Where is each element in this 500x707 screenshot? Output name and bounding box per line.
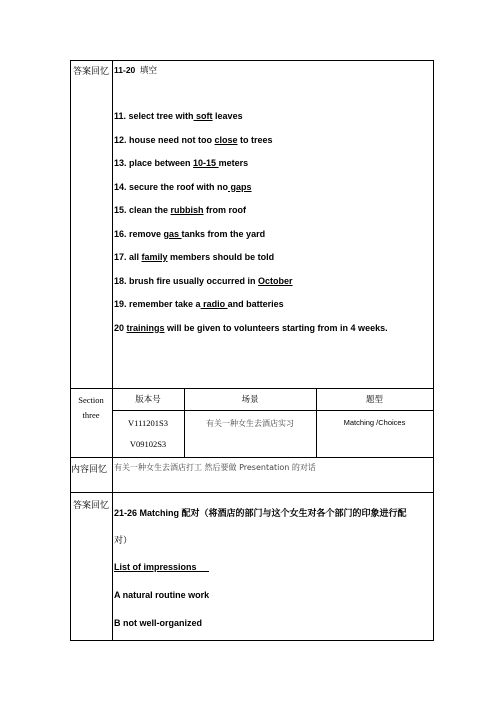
version-id-2: V09102S3 — [129, 439, 167, 449]
answer-blank: close — [214, 134, 238, 145]
answer-suffix: will be given to volunteers starting from in 4 weeks. — [164, 322, 388, 333]
answer-line — [114, 276, 293, 286]
scene-description: 有关一种女生去酒店实习 — [206, 419, 294, 428]
answer-recall-label: 答案回忆 — [73, 67, 110, 77]
answer-prefix: 15. clean the — [114, 205, 171, 215]
content-recall-text: 有关一种女生去酒店打工 然后要做 Presentation 的对话 — [114, 463, 316, 472]
section-header — [114, 64, 157, 76]
answer-blank: October — [258, 275, 293, 286]
column-header-scene: 场景 — [241, 395, 259, 405]
answer-prefix: 19. remember take a — [114, 299, 201, 309]
section-label — [70, 393, 112, 423]
answer-suffix: tanks from the yard — [181, 228, 266, 239]
answer-line — [114, 182, 252, 192]
column-header-version: 版本号 — [135, 395, 161, 405]
answer-prefix: 11. select tree with — [114, 111, 194, 121]
table-border — [112, 410, 434, 411]
answer-blank: radio — [200, 299, 228, 309]
answer-recall-label: 答案回忆 — [73, 501, 110, 511]
impression-item-a: A natural routine work — [114, 590, 210, 600]
section-label-line2: three — [82, 410, 100, 420]
answer-suffix: members should be told — [167, 252, 275, 262]
table-border — [70, 388, 434, 389]
answer-suffix: meters — [218, 158, 249, 168]
version-id-1: V111201S3 — [128, 418, 168, 428]
answer-line — [114, 299, 284, 309]
answer-prefix: 13. place between — [114, 158, 194, 168]
content-recall-label: 内容回忆 — [71, 465, 108, 475]
column-header-type: 题型 — [365, 395, 383, 405]
table-border — [70, 457, 434, 458]
answer-blank: family — [141, 252, 168, 262]
section-number: 11-20 — [114, 65, 136, 75]
answer-blank: rubbish — [170, 205, 204, 215]
answer-suffix: leaves — [212, 111, 243, 121]
matching-instruction-line2: 对） — [114, 536, 133, 546]
answer-prefix: 20 — [114, 322, 127, 333]
answer-suffix: to trees — [237, 134, 273, 145]
answer-blank: 10-15 — [193, 158, 219, 168]
answer-suffix: from roof — [203, 205, 247, 215]
answer-line — [114, 135, 273, 145]
impressions-list-title-text: List of impressions — [114, 562, 210, 572]
section-label-line1: Section — [78, 395, 104, 405]
answer-suffix: and batteries — [227, 299, 284, 309]
table-border-left — [70, 60, 71, 640]
answer-line — [114, 229, 265, 239]
table-border-label-col — [112, 60, 113, 640]
answer-prefix: 14. secure the roof with no — [114, 181, 229, 192]
table-border — [70, 492, 434, 493]
table-border-bottom — [70, 640, 434, 641]
answer-prefix: 17. all — [114, 252, 142, 262]
impression-item-b: B not well-organized — [114, 618, 203, 628]
answer-line — [114, 158, 248, 168]
table-border-top — [70, 60, 434, 61]
question-type: Matching /Choices — [343, 418, 406, 427]
answer-blank: trainings — [126, 322, 165, 333]
section-type: 填空 — [140, 66, 158, 76]
answer-line — [114, 252, 274, 262]
answer-line — [114, 323, 388, 333]
matching-instruction-line1: 21-26 Matching 配对（将酒店的部门与这个女生对各个部门的印象进行配 — [114, 508, 407, 518]
answer-line — [114, 205, 246, 215]
answer-prefix: 16. remove — [114, 228, 164, 239]
answer-line — [114, 111, 243, 121]
impressions-list-title — [114, 562, 209, 572]
table-border-right — [433, 60, 434, 640]
answer-prefix: 18. brush fire usually occurred in — [114, 275, 259, 286]
answer-blank: soft — [193, 111, 213, 121]
answer-blank: gaps — [228, 181, 252, 192]
answer-prefix: 12. house need not too — [114, 134, 215, 145]
answer-blank: gas — [163, 228, 182, 239]
